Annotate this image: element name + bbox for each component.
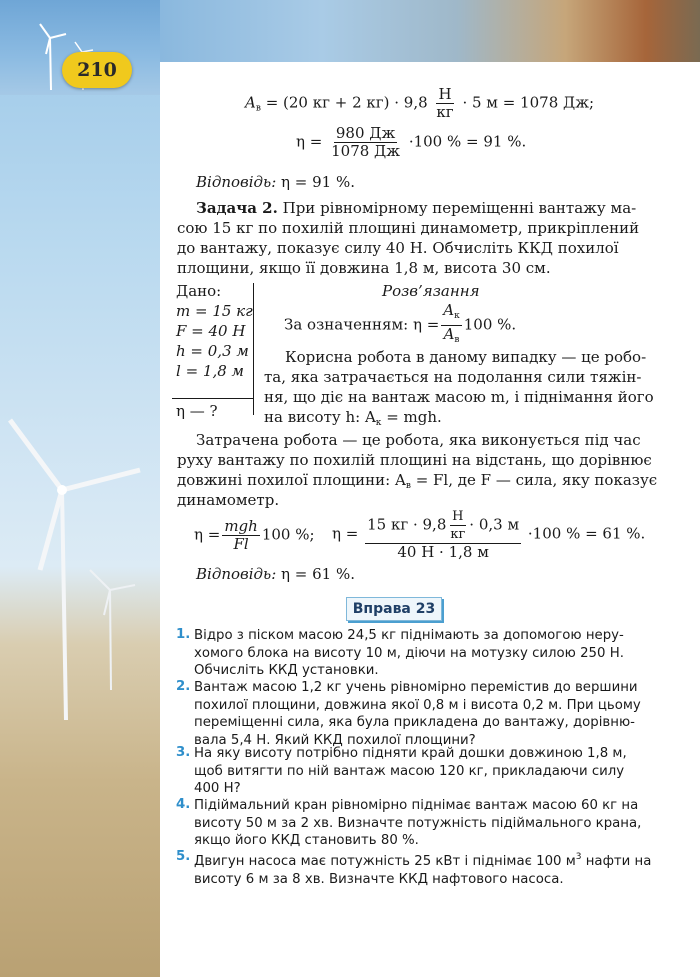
useful-work-line-2: та, яка затрачається на подолання сили тяжін- [264, 368, 642, 386]
given-divider-horizontal [172, 398, 254, 399]
exercise-item-1: Відро з піском масою 24,5 кг піднімають за допомогою неру- хомого блока на висоту 10 м, діючи на мотузку силою 250 Н. Обчисліть ККД установки. [194, 628, 624, 678]
formula-efficiency-61: η = 15 кг · 9,8 $\frac{Н}{кг}$ · 0,3 м 40 Н · 1,8 м ·100 % = 61 %. [332, 509, 646, 561]
formula-efficiency-general: η = $\frac{\text{mgh}}{Fl}$ 100 %; [194, 517, 315, 553]
unit-fraction: $\frac{Н}{кг}$ [436, 85, 454, 121]
spent-work-line-1: Затрачена робота — це робота, яка виконується під час [196, 431, 641, 449]
task2-line-2: сою 15 кг по похилій площині динамометр, прикріплений [177, 219, 640, 237]
exercise-item-2: Вантаж масою 1,2 кг учень рівномірно перемістив до вершини похилої площини, довжина якої 0,8 м і висота 0,2 м. При цьому переміщенні сила, яка була прикладена до вантажу, дорівню- вала 5,4 Н. Який ККД похилої площини? [194, 680, 641, 748]
given-divider-vertical [253, 283, 254, 415]
useful-work-line-3: ня, що діє на вантаж масою m, і піднімання його [264, 388, 654, 406]
useful-work-line-4: на висоту h: $A_к$ = mgh. [264, 408, 442, 428]
formula-efficiency-91: η = $\frac{980 Дж}{1078 Дж}$ ·100 % = 91 %. [296, 124, 527, 160]
wind-turbine-illustration [0, 400, 160, 720]
formula-work-spent: $A_в = (20$ кг + 2 кг) · 9,8 $\frac{Н}{кг}$ · 5 м = 1078 Дж; [245, 85, 595, 121]
task2-line-3: до вантажу, показує силу 40 Н. Обчисліть ККД похилої [177, 239, 619, 257]
exercise-item-3: На яку висоту потрібно підняти край дошки довжиною 1,8 м, щоб витягти по ній вантаж масою 120 кг, прикладаючи силу 400 Н? [194, 746, 627, 796]
answer-2: Відповідь: η = 61 %. [196, 565, 356, 583]
task2-line-1: Задача 2. При рівномірному переміщенні вантажу ма- [196, 199, 637, 217]
given-height: h = 0,3 м [176, 342, 249, 360]
exercise-item-4: Підіймальний кран рівномірно піднімає вантаж масою 60 кг на висоту 50 м за 2 хв. Визначте потужність підіймального крана, якщо його ККД становить 80 %. [194, 798, 642, 848]
given-title: Дано: [176, 282, 222, 300]
exercise-number-2: 2. [176, 679, 191, 694]
solution-title: Розв’язання [382, 282, 480, 300]
exercise-title: Вправа 23 [346, 597, 442, 621]
page-number: 210 [77, 59, 117, 81]
background-photo-banner [160, 0, 700, 62]
given-length: l = 1,8 м [176, 362, 244, 380]
exercise-number-3: 3. [176, 745, 191, 760]
exercise-item-5: Двигун насоса має потужність 25 кВт і піднімає 100 $м^3$ нафти на висоту 6 м за 8 хв. Визначте ККД нафтового насоса. [194, 852, 652, 887]
given-find: η — ? [176, 402, 218, 420]
page-number-badge [62, 52, 132, 88]
spent-work-line-4: динамометр. [177, 491, 280, 509]
task2-line-4: площини, якщо її довжина 1,8 м, висота 30 см. [177, 259, 551, 277]
given-force: F = 40 Н [176, 322, 246, 340]
solution-definition: За означенням: η = $\frac{A_к}{A_в}$ 100 %. [284, 301, 517, 345]
answer-1: Відповідь: η = 91 %. [196, 173, 356, 191]
exercise-number-5: 5. [176, 849, 191, 864]
useful-work-line-1: Корисна робота в даному випадку — це робо- [285, 348, 647, 366]
exercise-number-1: 1. [176, 627, 191, 642]
given-mass: m = 15 кг [176, 302, 253, 320]
spent-work-line-3: довжині похилої площини: $A_в = Fl$, де F — сила, яку показує [177, 471, 658, 491]
exercise-number-4: 4. [176, 797, 191, 812]
spent-work-line-2: руху вантажу по похилій площині на відстань, що дорівнює [177, 451, 652, 469]
